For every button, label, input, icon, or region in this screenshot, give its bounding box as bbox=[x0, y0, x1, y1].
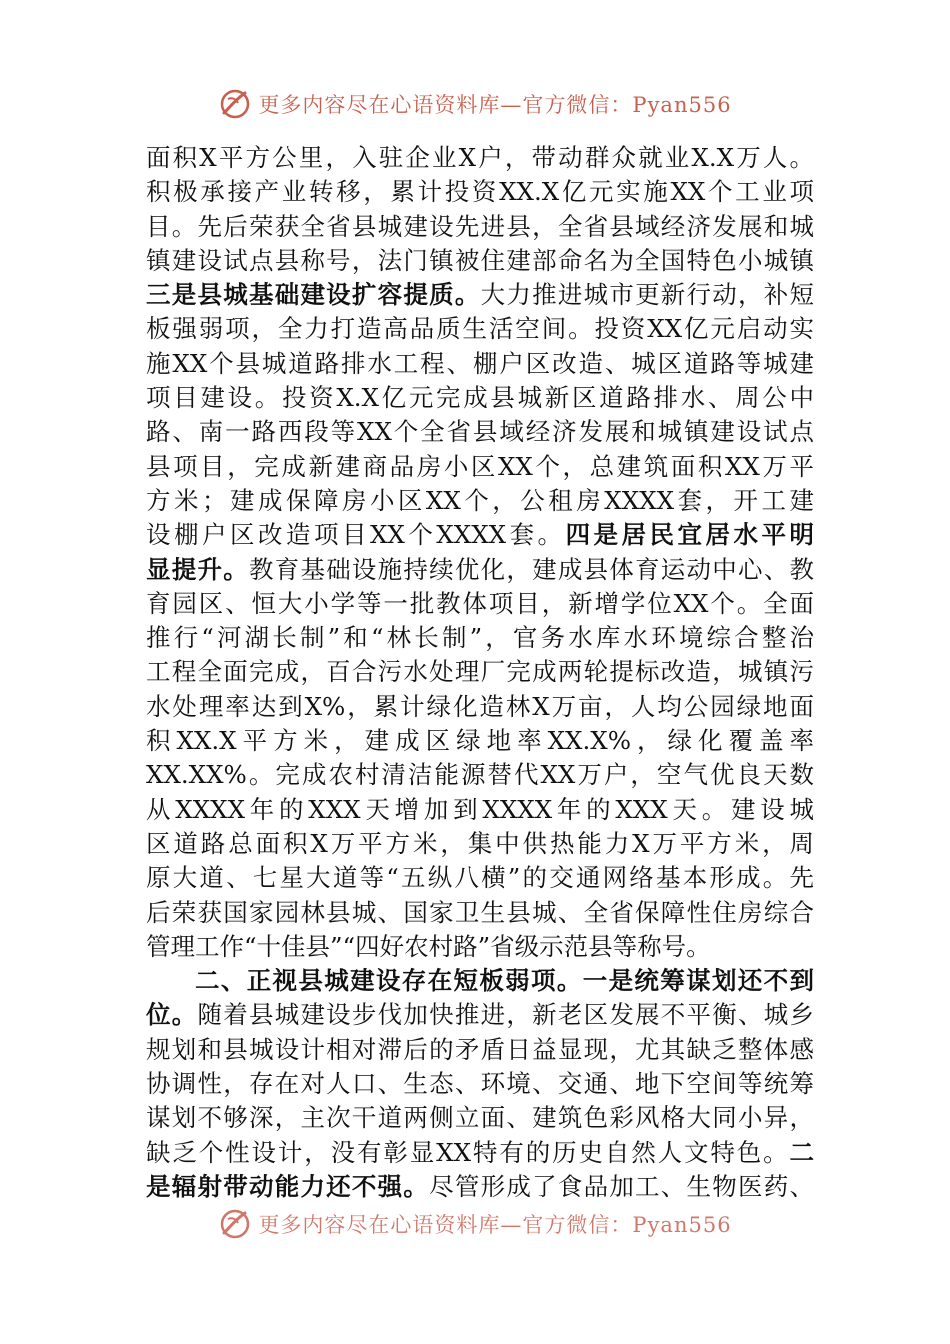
text-run: 后荣获国家园林县城、国家卫生县城、全省保障性住房综合 bbox=[146, 897, 814, 927]
text-run: 水处理率达到X%，累计绿化造林X万亩，人均公园绿地面 bbox=[146, 691, 814, 721]
paragraph-shortcomings bbox=[146, 964, 814, 1204]
text-run: 工程全面完成，百合污水处理厂完成两轮提标改造，城镇污 bbox=[146, 657, 814, 687]
text-run: 推行“河湖长制”和“林长制”，官务水库水环境综合整治 bbox=[146, 623, 814, 653]
text-run: 随着县城建设步伐加快推进，新老区发展不平衡、城乡 bbox=[197, 1000, 815, 1030]
text-run: 积极承接产业转移，累计投资XX.X亿元实施XX个工业项 bbox=[146, 177, 814, 207]
text-line bbox=[146, 587, 814, 621]
text-line bbox=[146, 175, 814, 209]
text-run: 大力推进城市更新行动，补短 bbox=[480, 280, 815, 310]
text-run: 管理工作“十佳县”“四好农村路”省级示范县等称号。 bbox=[146, 931, 711, 961]
text-line bbox=[146, 450, 814, 484]
text-line bbox=[146, 964, 814, 998]
bold-heading-run: 二、正视县城建设存在短板弱项。一是统筹谋划还不到 bbox=[195, 966, 814, 996]
text-line bbox=[146, 655, 814, 689]
bold-heading-run: 四是居民宜居水平明 bbox=[565, 520, 815, 550]
pen-logo-icon bbox=[218, 87, 252, 121]
text-line bbox=[146, 827, 814, 861]
text-line bbox=[146, 347, 814, 381]
text-line bbox=[146, 1033, 814, 1067]
text-line bbox=[146, 312, 814, 346]
bold-heading-run: 位。 bbox=[146, 1000, 198, 1030]
text-line bbox=[146, 141, 814, 175]
text-line bbox=[146, 998, 814, 1032]
text-run: 区道路总面积X万平方米，集中供热能力X万平方米，周 bbox=[146, 828, 814, 858]
text-line bbox=[146, 278, 814, 312]
text-run: 项目建设。投资X.X亿元完成县城新区道路排水、周公中 bbox=[146, 383, 814, 413]
text-run: 从XXXX年的XXX天增加到XXXX年的XXX天。建设城 bbox=[146, 794, 814, 824]
text-run: XX.XX%。完成农村清洁能源替代XX万户，空气优良天数 bbox=[146, 760, 814, 790]
paragraph-achievements bbox=[146, 141, 814, 964]
text-line bbox=[146, 553, 814, 587]
text-line bbox=[146, 690, 814, 724]
text-line bbox=[146, 415, 814, 449]
bold-heading-run: 是辐射带动能力还不强。 bbox=[146, 1171, 430, 1201]
text-line bbox=[146, 758, 814, 792]
text-line bbox=[146, 1170, 814, 1204]
text-run: 方米；建成保障房小区XX个，公租房XXXX套，开工建 bbox=[146, 485, 814, 515]
text-run: 尽管形成了食品加工、生物医药、 bbox=[429, 1171, 814, 1201]
text-run: 规划和县城设计相对滞后的矛盾日益显现，尤其缺乏整体感 bbox=[146, 1034, 814, 1064]
text-run: 镇建设试点县称号，法门镇被住建部命名为全国特色小城镇 bbox=[146, 245, 814, 275]
text-line bbox=[146, 793, 814, 827]
text-run: 育园区、恒大小学等一批教体项目，新增学位XX个。全面 bbox=[146, 588, 814, 618]
text-line bbox=[146, 861, 814, 895]
watermark-header bbox=[0, 86, 950, 122]
text-line bbox=[146, 210, 814, 244]
text-line bbox=[146, 484, 814, 518]
document-body bbox=[146, 141, 814, 1204]
bold-heading-run: 二 bbox=[789, 1137, 814, 1167]
watermark-text: 更多内容尽在心语资料库—官方微信：Pyan556 bbox=[258, 1213, 732, 1237]
text-run: 面积X平方公里，入驻企业X户，带动群众就业X.X万人。 bbox=[146, 143, 814, 172]
text-line bbox=[146, 724, 814, 758]
text-run: 设棚户区改造项目XX个XXXX套。 bbox=[146, 520, 566, 550]
text-run: 路、南一路西段等XX个全省县域经济发展和城镇建设试点 bbox=[146, 417, 814, 447]
text-line bbox=[146, 381, 814, 415]
text-run: 教育基础设施持续优化，建成县体育运动中心、教 bbox=[248, 554, 815, 584]
text-line bbox=[146, 930, 814, 964]
watermark-footer bbox=[0, 1206, 950, 1242]
bold-heading-run: 三是县城基础建设扩容提质。 bbox=[146, 280, 481, 310]
pen-logo-icon bbox=[218, 1207, 252, 1241]
text-run: 积XX.X平方米，建成区绿地率XX.X%，绿化覆盖率 bbox=[146, 726, 814, 756]
text-line bbox=[146, 1067, 814, 1101]
bold-heading-run: 显提升。 bbox=[146, 554, 249, 584]
text-line bbox=[146, 896, 814, 930]
text-run: 缺乏个性设计，没有彰显XX特有的历史自然人文特色。 bbox=[146, 1137, 790, 1167]
text-run: 县项目，完成新建商品房小区XX个，总建筑面积XX万平 bbox=[146, 451, 814, 481]
text-run: 谋划不够深，主次干道两侧立面、建筑色彩风格大同小异， bbox=[146, 1103, 814, 1133]
text-line bbox=[146, 518, 814, 552]
watermark-text: 更多内容尽在心语资料库—官方微信：Pyan556 bbox=[258, 93, 732, 117]
text-line bbox=[146, 1136, 814, 1170]
text-line bbox=[146, 244, 814, 278]
text-run: 施XX个县城道路排水工程、棚户区改造、城区道路等城建 bbox=[146, 348, 814, 378]
text-run: 协调性，存在对人口、生态、环境、交通、地下空间等统筹 bbox=[146, 1069, 814, 1099]
text-run: 板强弱项，全力打造高品质生活空间。投资XX亿元启动实 bbox=[146, 314, 814, 344]
text-line bbox=[146, 621, 814, 655]
text-run: 原大道、七星大道等“五纵八横”的交通网络基本形成。先 bbox=[146, 863, 814, 893]
text-line bbox=[146, 1101, 814, 1135]
text-run: 目。先后荣获全省县城建设先进县，全省县域经济发展和城 bbox=[146, 211, 814, 241]
